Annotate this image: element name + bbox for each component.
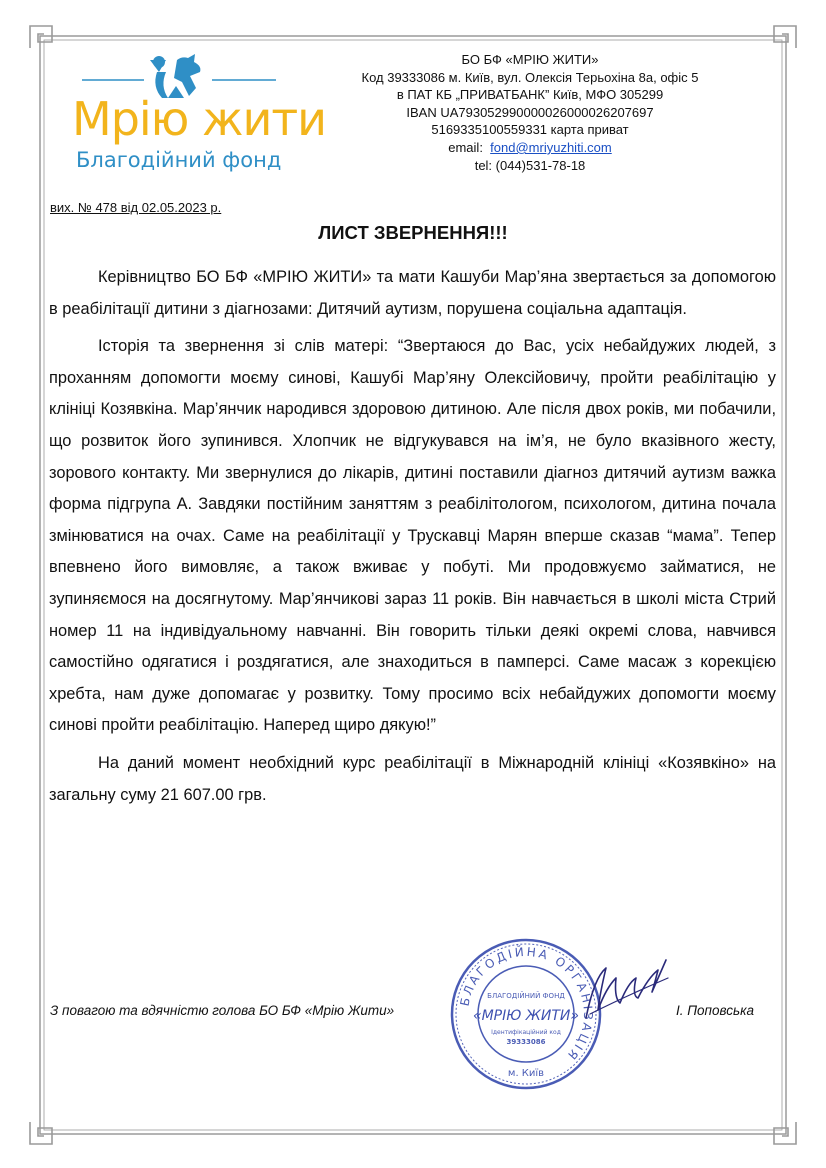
handwritten-signature [576,948,676,1028]
stamp-code: 39333086 [506,1038,546,1046]
stamp-name: «МРІЮ ЖИТИ» [472,1008,580,1024]
logo-subtitle: Благодійний фонд [76,148,282,172]
org-line: БО БФ «МРІЮ ЖИТИ» [461,52,599,67]
stamp-inner-top: БЛАГОДІЙНИЙ ФОНД [487,992,565,1000]
email-link[interactable]: fond@mriyuzhiti.com [490,139,612,155]
outgoing-reference: вих. № 478 від 02.05.2023 р. [50,200,222,215]
stamp-ring-text: БЛАГОДІЙНА ОРГАНІЗАЦІЯ [457,944,596,1064]
email-line [340,139,720,157]
org-line: 5169335100559331 карта приват [431,122,629,138]
letter-body [49,262,776,811]
org-line: в ПАТ КБ „ПРИВАТБАНК” Київ, МФО 305299 [396,87,664,103]
org-line: IBAN UA793052990000026000026207697 [406,104,654,120]
foundation-logo [62,52,327,182]
letter-heading: ЛИСТ ЗВЕРНЕННЯ!!! [318,222,508,243]
logo-title: Мрію жити [72,92,327,146]
paragraph: Керівництво БО БФ «МРІЮ ЖИТИ» та мати Кашуби Мар’яна звертається за допомогою в реабілітації дитини з діагнозами: Дитячий аутизм, порушена соціальна адаптація. [49,268,776,318]
organization-details [340,51,720,174]
org-line: Код 39333086 м. Київ, вул. Олексія Терьохіна 8а, офіс 5 [361,69,699,85]
stamp-code-label: Ідентифікаційний код [491,1029,561,1036]
signatory-name: І. Поповська [676,1003,754,1018]
email-label: email: [448,139,483,155]
paragraph: Історія та звернення зі слів матері: “Звертаюся до Вас, усіх небайдужих людей, з проханням допомогти моєму синові, Кашубі Мар’яну Олексійовичу, пройти реабілітацію у клініці Козявкіна. Мар’янчик народився здоровою дитиною. Але після двох років, ми побачили, що розвиток його зупинився. Хлопчик не відгукувався на ім’я, не було вказівного жесту, зорового контакту. Ми звернулися до лікарів, дитині поставили діагноз дитячий аутизм важка форма підгрупа А. Завдяки постійним заняттям з реабілітологом, психологом, дитина почала змінюватися на очах. Саме на реабілітації у Трускавці Марян вперше сказав “мама”. Тепер впевнено його вимовляє, а також вживає у побуті. Ми продовжуємо займатися, не зупиняємося на досягнутому. Мар’янчикові зараз 11 років. Він навчається в школі міста Стрий номер 11 на індивідуальному навчанні. Він говорить тільки деякі окремі слова, навчився самостійно одягатися і роздягатися, але знаходиться в памперсі. Саме масаж з корекцією хребта, нам дуже допомагає у розвитку. Тому просимо всіх небайдужих допомогти моєму синові пройти реабілітацію. Наперед щиро дякую!” [49,337,776,735]
paragraph: На даний момент необхідний курс реабілітації в Міжнародній клініці «Козявкіно» на загальну суму 21 607.00 грв. [49,753,776,804]
closing-line: З повагою та вдячністю голова БО БФ «Мрію Жити» [50,1003,395,1018]
stamp-city: м. Київ [507,1068,545,1079]
phone-line: tel: (044)531-78-18 [474,157,586,173]
